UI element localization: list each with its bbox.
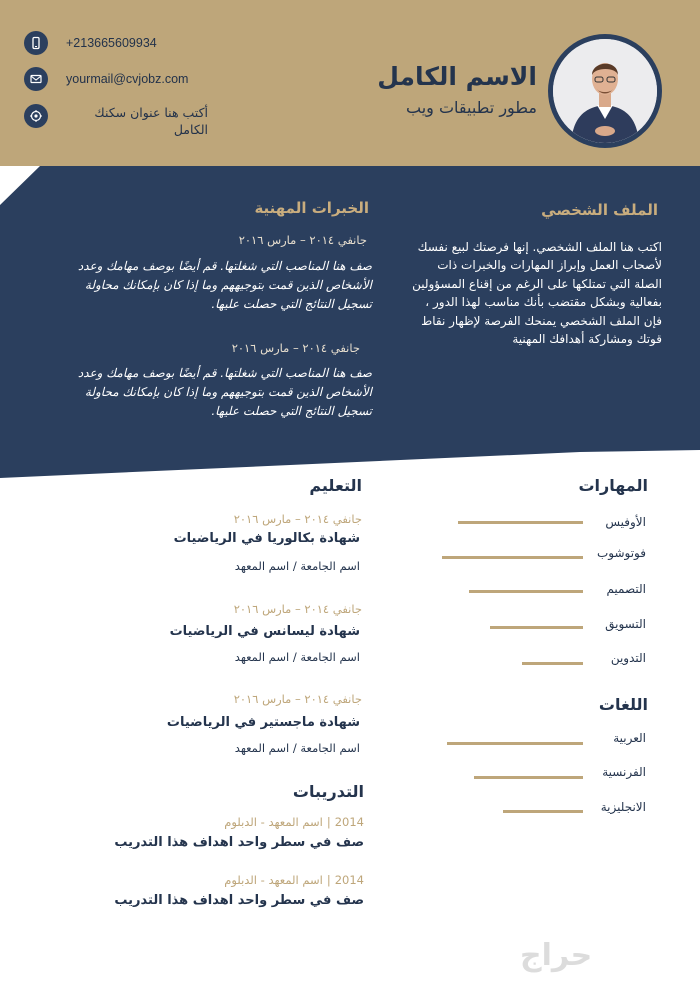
experience-desc: صف هنا المناصب التي شغلتها. قم أيضًا بوصف مهامك وعدد الأشخاص الذين قمت بتوجيههم وما إذا كان بإمكانك محاولة تسجيل النتائج التي حصلت عليها. bbox=[77, 366, 372, 418]
education-title: التعليم bbox=[309, 476, 362, 495]
contact-address bbox=[24, 104, 48, 128]
experience-date: جانفي ٢٠١٤ – مارس ٢٠١٦ bbox=[238, 233, 367, 247]
language-label: الانجليزية bbox=[600, 800, 646, 814]
phone-icon bbox=[24, 31, 48, 55]
language-bar bbox=[447, 742, 583, 745]
profile-photo bbox=[553, 39, 657, 143]
skill-label: التدوين bbox=[610, 651, 646, 665]
language-bar bbox=[503, 810, 583, 813]
experience-desc: صف هنا المناصب التي شغلتها. قم أيضًا بوصف مهامك وعدد الأشخاص الذين قمت بتوجيههم وما إذا كان بإمكانك محاولة تسجيل النتائج التي حصلت عليها. bbox=[77, 259, 372, 311]
contact-email bbox=[24, 67, 188, 91]
education-date: جانفي ٢٠١٤ – مارس ٢٠١٦ bbox=[233, 602, 362, 616]
skill-label: الأوفيس bbox=[605, 515, 646, 529]
language-label: الفرنسية bbox=[602, 765, 646, 779]
job-title: مطور تطبيقات ويب bbox=[405, 98, 537, 117]
training-institute: اسم المعهد - الدبلوم bbox=[224, 873, 323, 887]
email-icon bbox=[24, 67, 48, 91]
education-degree: شهادة بكالوريا في الرياضيات bbox=[173, 531, 360, 546]
location-icon bbox=[24, 104, 48, 128]
language-bar bbox=[474, 776, 583, 779]
watermark-logo: حراج bbox=[520, 938, 593, 973]
address-text: أكتب هنا عنوان سكنك الكامل bbox=[94, 105, 208, 137]
contact-phone bbox=[24, 31, 157, 55]
avatar bbox=[548, 34, 662, 148]
skill-bar bbox=[490, 626, 583, 629]
education-degree: شهادة ماجستير في الرياضيات bbox=[166, 715, 360, 730]
experience-date: جانفي ٢٠١٤ – مارس ٢٠١٦ bbox=[231, 341, 360, 355]
education-degree: شهادة ليسانس في الرياضيات bbox=[169, 624, 360, 639]
trainings-title: التدريبات bbox=[292, 782, 364, 801]
skill-bar bbox=[469, 590, 583, 593]
skill-bar bbox=[458, 521, 583, 524]
language-label: العربية bbox=[613, 731, 646, 745]
skill-label: التسويق bbox=[605, 617, 646, 631]
training-institute: اسم المعهد - الدبلوم bbox=[224, 815, 323, 829]
education-date: جانفي ٢٠١٤ – مارس ٢٠١٦ bbox=[233, 692, 362, 706]
profile-text: اكتب هنا الملف الشخصي. إنها فرصتك لبيع نفسك لأصحاب العمل وإبراز المهارات والخبرات ذات الصلة التي تمتلكها على الرغم من إقناع المسؤولين بفعالية وبشكل مقتضب بأنك مناسب لهذا الدور ، فإن الملف الشخصي يمنحك الفرصة لإظهار نقاط قوتك ومشاركة أهدافك المهنية bbox=[412, 240, 662, 347]
skill-label: فوتوشوب bbox=[596, 546, 646, 560]
education-institution: اسم الجامعة / اسم المعهد bbox=[234, 650, 360, 664]
languages-title: اللغات bbox=[598, 695, 648, 714]
experience-title: الخبرات المهنية bbox=[254, 199, 369, 217]
training-meta bbox=[224, 873, 364, 887]
training-title: صف في سطر واحد اهداف هذا التدريب bbox=[114, 893, 364, 908]
education-institution: اسم الجامعة / اسم المعهد bbox=[234, 741, 360, 755]
email-text[interactable]: yourmail@cvjobz.com bbox=[66, 72, 189, 86]
skills-title: المهارات bbox=[578, 476, 648, 495]
training-year: 2014 bbox=[334, 873, 364, 887]
training-meta bbox=[224, 815, 364, 829]
profile-title: الملف الشخصي bbox=[541, 201, 658, 219]
education-date: جانفي ٢٠١٤ – مارس ٢٠١٦ bbox=[233, 512, 362, 526]
full-name: الاسم الكامل bbox=[377, 62, 537, 91]
skill-bar bbox=[442, 556, 583, 559]
education-institution: اسم الجامعة / اسم المعهد bbox=[234, 559, 360, 573]
phone-text[interactable]: +213665609934 bbox=[66, 36, 157, 50]
training-year: 2014 bbox=[334, 815, 364, 829]
training-separator: | bbox=[326, 815, 331, 829]
skill-label: التصميم bbox=[606, 582, 646, 596]
skill-bar bbox=[522, 662, 583, 665]
training-title: صف في سطر واحد اهداف هذا التدريب bbox=[114, 835, 364, 850]
training-separator: | bbox=[326, 873, 331, 887]
